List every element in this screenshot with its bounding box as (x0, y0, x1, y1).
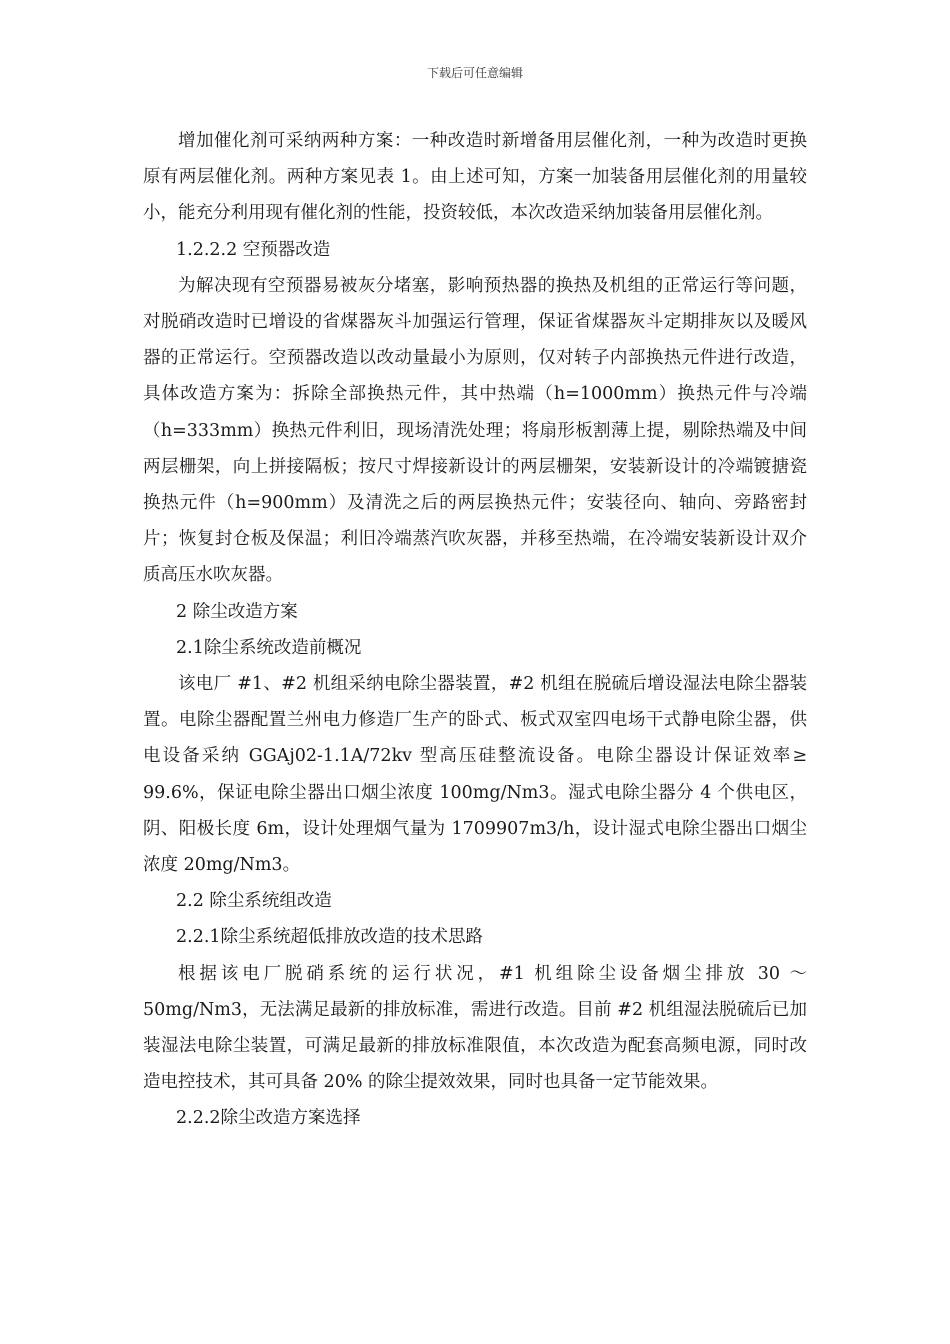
document-body (143, 123, 807, 1137)
heading-2-2-1: 2.2.1除尘系统超低排放改造的技术思路 (176, 927, 484, 948)
heading-1-2-2-2: 1.2.2.2 空预器改造 (176, 239, 331, 260)
heading-2: 2 除尘改造方案 (176, 601, 298, 622)
paragraph-air-preheater: 为解决现有空预器易被灰分堵塞，影响预热器的换热及机组的正常运行等问题，对脱硝改造时已增设的省煤器灰斗加强运行管理，保证省煤器灰斗定期排灰以及暖风器的正常运行。空预器改造以改动量最小为原则，仅对转子内部换热元件进行改造，具体改造方案为：拆除全部换热元件，其中热端（h=1000mm）换热元件与冷端（h=333mm）换热元件利旧，现场清洗处理；将扇形板割薄上提，剔除热端及中间两层栅架，向上拼接隔板；按尺寸焊接新设计的两层栅架，安装新设计的冷端镀搪瓷换热元件（h=900mm）及清洗之后的两层换热元件；安装径向、轴向、旁路密封片；恢复封仓板及保温；利旧冷端蒸汽吹灰器，并移至热端，在冷端安装新设计双介质高压水吹灰器。 (143, 275, 807, 586)
page-header: 下载后可任意编辑 (426, 66, 523, 80)
heading-2-2: 2.2 除尘系统组改造 (176, 891, 332, 912)
paragraph-retrofit-approach: 根据该电厂脱硝系统的运行状况，#1 机组除尘设备烟尘排放 30 ～50mg/Nm3，无法满足最新的排放标准，需进行改造。目前 #2 机组湿法脱硫后已加装湿法电除尘装置，可满足最新的排放标准限值，本次改造为配套高频电源，同时改造电控技术，其可具备 20% 的除尘提效效果，同时也具备一定节能效果。 (143, 963, 807, 1093)
paragraph-catalyst-options: 增加催化剂可采纳两种方案：一种改造时新增备用层催化剂，一种为改造时更换原有两层催化剂。两种方案见表 1。由上述可知，方案一加装备用层催化剂的用量较小，能充分利用现有催化剂的性能，投资较低，本次改造采纳加装备用层催化剂。 (143, 131, 807, 224)
heading-2-2-2: 2.2.2除尘改造方案选择 (176, 1108, 361, 1129)
paragraph-dust-overview: 该电厂 #1、#2 机组采纳电除尘器装置，#2 机组在脱硫后增设湿法电除尘器装置。电除尘器配置兰州电力修造厂生产的卧式、板式双室四电场干式静电除尘器，供电设备采纳 GGAj02-1.1A/72kv 型高压硅整流设备。电除尘器设计保证效率≥ 99.6%，保证电除尘器出口烟尘浓度 100mg/Nm3。湿式电除尘器分 4 个供电区，阴、阳极长度 6m，设计处理烟气量为 1709907m3/h，设计湿式电除尘器出口烟尘浓度 20mg/Nm3。 (143, 674, 807, 876)
heading-2-1: 2.1除尘系统改造前概况 (176, 637, 362, 658)
